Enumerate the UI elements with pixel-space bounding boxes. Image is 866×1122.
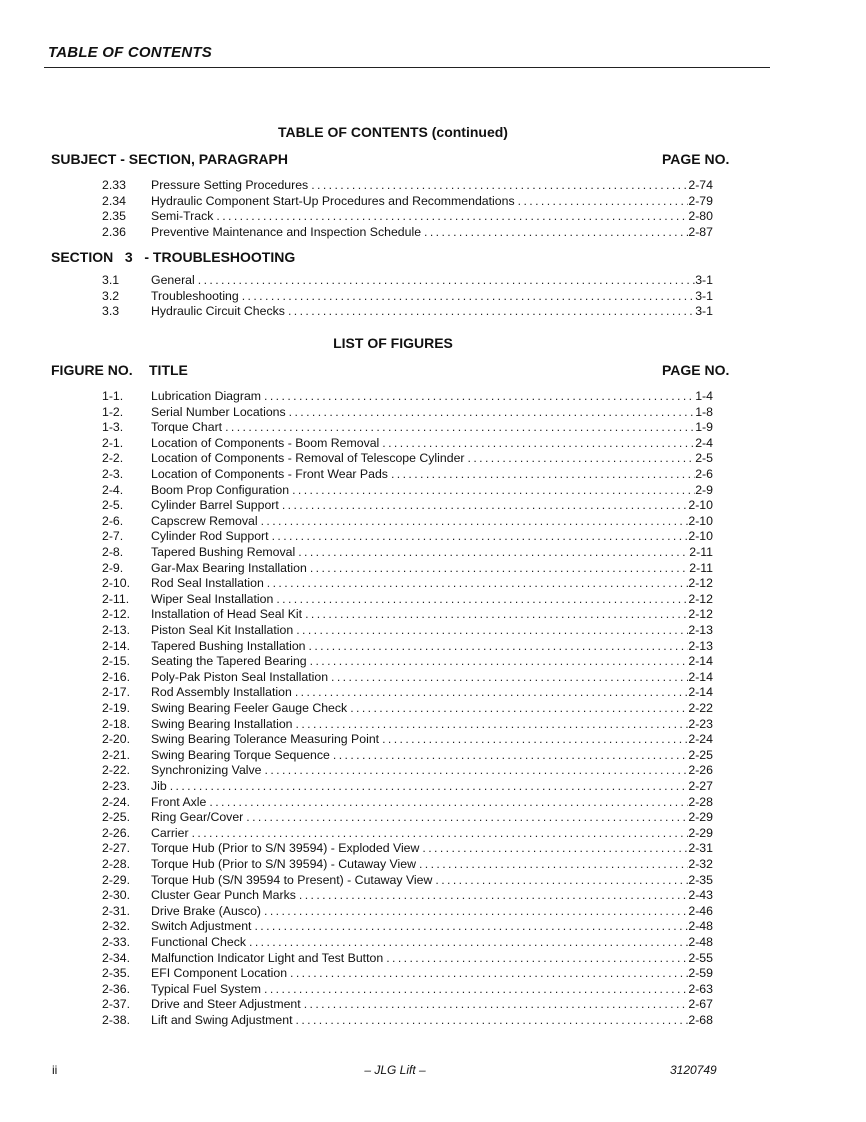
figure-entry [0, 1013, 866, 1029]
figure-entry-number: 2-33. [102, 935, 131, 949]
figure-entry-page: 2-10 [688, 529, 713, 544]
dot-leader [242, 289, 695, 303]
dot-leader [290, 966, 688, 980]
figure-entry-page: 2-63 [688, 981, 713, 996]
dot-leader [299, 888, 688, 902]
figure-entry [0, 451, 866, 467]
dot-leader [382, 732, 688, 746]
figure-entry-title: Serial Number Locations [151, 404, 286, 419]
figure-entry-number: 2-24. [102, 794, 131, 809]
figure-entry [0, 982, 866, 998]
figure-entry [0, 607, 866, 623]
toc-entry-page: 2-74 [688, 178, 713, 192]
toc-continued-heading: TABLE OF CONTENTS (continued) [278, 124, 508, 140]
figure-entry-page: 2-14 [688, 685, 713, 700]
figure-entry-title: Piston Seal Kit Installation [151, 623, 294, 637]
figure-entry-page: 1-4 [695, 389, 713, 403]
figure-entry-number: 2-38. [102, 1013, 131, 1027]
figure-entry-number: 2-3. [102, 467, 124, 481]
toc-entry-number: 2.35 [102, 209, 126, 224]
figure-entry [0, 904, 866, 920]
figure-entry-number: 2-17. [102, 685, 131, 700]
dot-leader [298, 545, 689, 559]
figure-entry-page: 2-10 [688, 513, 713, 528]
figure-entry [0, 654, 866, 670]
toc-entry [0, 304, 866, 320]
figure-entry-title: Installation of Head Seal Kit [151, 607, 303, 622]
figure-entry [0, 779, 866, 795]
figure-entry-title: Location of Components - Boom Removal [151, 435, 380, 450]
dot-leader [282, 498, 689, 512]
figure-entry-page: 2-24 [688, 732, 713, 747]
dot-leader [264, 389, 695, 403]
dot-leader [331, 670, 688, 684]
figure-entry-number: 2-25. [102, 810, 131, 825]
figure-entry [0, 951, 866, 967]
figure-entry [0, 873, 866, 889]
figure-entry [0, 623, 866, 639]
subject-column-label: SUBJECT - SECTION, PARAGRAPH [51, 151, 288, 167]
dot-leader [272, 529, 689, 543]
dot-leader [264, 904, 688, 918]
figure-entry [0, 810, 866, 826]
dot-leader [305, 607, 688, 621]
dot-leader [310, 561, 689, 575]
figure-entry-title: Tapered Bushing Removal [151, 545, 296, 559]
toc-entry-title: General [151, 273, 195, 287]
figure-entry-number: 1-3. [102, 420, 124, 435]
dot-leader [518, 194, 689, 208]
footer-document-number: 3120749 [670, 1063, 717, 1077]
figure-entry-number: 2-1. [102, 435, 124, 450]
toc-entry [0, 225, 866, 241]
toc-entry-number: 3.3 [102, 304, 120, 319]
figure-entry-page: 2-32 [688, 857, 713, 871]
toc-entry-page: 3-1 [695, 288, 713, 303]
figure-entry-title: Wiper Seal Installation [151, 591, 274, 606]
figure-entry-page: 2-9 [695, 482, 713, 497]
dot-leader [246, 810, 688, 824]
figure-entry-title: Location of Components - Removal of Telescope Cylinder [151, 451, 465, 466]
dot-leader [276, 592, 688, 606]
toc-entry-number: 2.36 [102, 224, 126, 239]
figure-entry-title: Synchronizing Valve [151, 763, 262, 778]
figure-entry [0, 670, 866, 686]
figure-entry [0, 498, 866, 514]
toc-entry-page: 2-80 [688, 209, 713, 224]
figure-entry-number: 2-15. [102, 654, 131, 669]
section-3-title: SECTION 3 - TROUBLESHOOTING [51, 249, 296, 265]
figure-entry [0, 717, 866, 733]
figure-entry-number: 2-6. [102, 513, 124, 528]
figure-entry-title: Seating the Tapered Bearing [151, 654, 307, 669]
figure-entry-title: Drive Brake (Ausco) [151, 903, 262, 918]
figure-entry-number: 2-28. [102, 857, 131, 871]
figure-entry [0, 966, 866, 982]
figure-entry-number: 2-11. [102, 591, 130, 606]
figure-entry-number: 2-30. [102, 888, 131, 903]
toc-entry [0, 209, 866, 225]
figure-entry-page: 2-48 [688, 919, 713, 934]
figure-entry-page: 2-11 [689, 545, 713, 559]
figure-entry [0, 935, 866, 951]
figure-entry-title: Cylinder Rod Support [151, 529, 269, 544]
dot-leader [311, 178, 688, 192]
dot-leader [424, 225, 688, 239]
figure-entry-page: 2-14 [688, 669, 713, 684]
figure-entry [0, 467, 866, 483]
figure-entry [0, 514, 866, 530]
figure-entry [0, 483, 866, 499]
dot-leader [249, 935, 688, 949]
figure-entry-number: 2-5. [102, 498, 124, 513]
dot-leader [468, 451, 696, 465]
figure-entry-page: 2-12 [688, 591, 713, 606]
figure-entry-number: 2-35. [102, 966, 131, 981]
figure-entry-number: 2-4. [102, 482, 124, 497]
dot-leader [209, 795, 688, 809]
figure-entry-page: 2-43 [688, 888, 713, 903]
figure-entry-number: 2-31. [102, 903, 131, 918]
dot-leader [192, 826, 689, 840]
figure-title-column-label: TITLE [149, 362, 188, 378]
figure-entry-number: 2-27. [102, 841, 131, 856]
figure-entry-number: 2-14. [102, 638, 131, 653]
figure-entry-title: Capscrew Removal [151, 513, 258, 528]
figure-entry [0, 545, 866, 561]
figure-entry [0, 919, 866, 935]
toc-entry-title: Hydraulic Component Start-Up Procedures and Recommendations [151, 193, 515, 208]
dot-leader [267, 576, 689, 590]
figure-entry [0, 561, 866, 577]
toc-entry-page: 2-79 [688, 193, 713, 208]
figure-entry-number: 2-13. [102, 623, 131, 637]
figure-entry-number: 2-2. [102, 451, 124, 466]
toc-entry-title: Pressure Setting Procedures [151, 178, 309, 192]
figure-entry-title: Torque Hub (S/N 39594 to Present) - Cutaway View [151, 872, 433, 887]
figure-entry-number: 1-1. [102, 389, 124, 403]
figure-entry-page: 2-29 [688, 810, 713, 825]
figure-entry-title: Swing Bearing Feeler Gauge Check [151, 701, 348, 715]
figure-entry-page: 2-26 [688, 763, 713, 778]
figure-entry-title: Cluster Gear Punch Marks [151, 888, 296, 903]
figure-entry-number: 2-34. [102, 950, 131, 965]
figure-entry-page: 2-35 [688, 872, 713, 887]
figure-entry-title: Front Axle [151, 794, 207, 809]
figure-entry-page: 2-6 [695, 467, 713, 481]
figure-entry [0, 436, 866, 452]
list-of-figures-heading: LIST OF FIGURES [333, 335, 453, 351]
figure-entry-title: Torque Hub (Prior to S/N 39594) - Exploded View [151, 841, 420, 856]
figure-entry-number: 2-8. [102, 545, 124, 559]
figure-entry [0, 857, 866, 873]
figure-entry-number: 2-26. [102, 825, 131, 840]
figure-entry-title: Rod Seal Installation [151, 576, 264, 591]
figure-entry-number: 1-2. [102, 404, 124, 419]
figure-entry-title: Cylinder Barrel Support [151, 498, 279, 513]
dot-leader [333, 748, 688, 762]
dot-leader [386, 951, 688, 965]
figure-entry-page: 2-22 [688, 701, 713, 715]
figure-entry [0, 748, 866, 764]
figure-entry [0, 841, 866, 857]
figure-entry [0, 826, 866, 842]
figure-entry [0, 389, 866, 405]
dot-leader [309, 639, 689, 653]
figure-entry-number: 2-29. [102, 872, 131, 887]
figure-entry-number: 2-18. [102, 716, 131, 731]
dot-leader [296, 1013, 689, 1027]
figure-entry-page: 2-12 [688, 576, 713, 591]
toc-entry [0, 273, 866, 289]
figure-entry-title: Functional Check [151, 935, 247, 949]
header-rule [44, 67, 770, 68]
toc-entry-title: Preventive Maintenance and Inspection Schedule [151, 224, 422, 239]
toc-entry-title: Hydraulic Circuit Checks [151, 304, 285, 319]
figure-entry-title: Jib [151, 779, 167, 793]
dot-leader [261, 514, 689, 528]
toc-entry [0, 178, 866, 194]
figure-entry [0, 529, 866, 545]
dot-leader [292, 483, 695, 497]
figure-entry-title: Malfunction Indicator Light and Test Button [151, 950, 384, 965]
figure-entry-page: 2-23 [688, 716, 713, 731]
toc-entry-number: 3.2 [102, 288, 120, 303]
figure-entry-page: 2-10 [688, 498, 713, 513]
toc-entry-number: 2.34 [102, 193, 126, 208]
dot-leader [225, 420, 695, 434]
figure-entry [0, 685, 866, 701]
toc-entry-number: 3.1 [102, 273, 120, 287]
figure-entry-page: 2-46 [688, 903, 713, 918]
toc-entry-title: Semi-Track [151, 209, 214, 224]
figure-entry-number: 2-23. [102, 779, 131, 793]
figure-entry-page: 2-67 [688, 997, 713, 1012]
figure-entry-page: 2-4 [695, 435, 713, 450]
figure-entry [0, 888, 866, 904]
toc-entry-title: Troubleshooting [151, 288, 239, 303]
dot-leader [198, 273, 695, 287]
figure-entry-page: 2-59 [688, 966, 713, 981]
figure-entry-page: 1-8 [695, 404, 713, 419]
footer-page-number: ii [52, 1063, 58, 1077]
figure-no-column-label: FIGURE NO. [51, 362, 133, 378]
figure-entry-number: 2-10. [102, 576, 131, 591]
figure-entry-title: Swing Bearing Installation [151, 716, 293, 731]
figure-entry-title: Torque Chart [151, 420, 223, 435]
figure-entry-page: 2-28 [688, 794, 713, 809]
dot-leader [296, 717, 689, 731]
figure-entry-page: 2-68 [688, 1013, 713, 1027]
figure-entry-title: Ring Gear/Cover [151, 810, 244, 825]
dot-leader [304, 997, 689, 1011]
dot-leader [310, 654, 689, 668]
figure-entry-title: Drive and Steer Adjustment [151, 997, 301, 1012]
figure-entry-title: Carrier [151, 825, 189, 840]
toc-entry-number: 2.33 [102, 178, 126, 192]
dot-leader [382, 436, 695, 450]
figure-entry-page: 2-55 [688, 950, 713, 965]
figure-entry-number: 2-21. [102, 747, 131, 762]
figure-entry [0, 795, 866, 811]
figure-entry-title: Boom Prop Configuration [151, 482, 290, 497]
toc-page-column-label: PAGE NO. [662, 151, 730, 167]
figure-entry [0, 576, 866, 592]
figure-entry-page: 1-9 [695, 420, 713, 435]
figure-entry-page: 2-12 [688, 607, 713, 622]
toc-entry-page: 3-1 [695, 273, 713, 287]
toc-entry [0, 194, 866, 210]
figure-entry-number: 2-32. [102, 919, 131, 934]
figure-entry-title: Rod Assembly Installation [151, 685, 292, 700]
figure-entry-page: 2-13 [688, 638, 713, 653]
footer-publisher: – JLG Lift – [364, 1063, 426, 1077]
dot-leader [216, 209, 688, 223]
figure-entry-page: 2-29 [688, 825, 713, 840]
dot-leader [289, 405, 696, 419]
figure-entry-page: 2-13 [688, 623, 713, 637]
figure-entry [0, 639, 866, 655]
figure-entry-title: Torque Hub (Prior to S/N 39594) - Cutaway View [151, 857, 416, 871]
figure-entry [0, 732, 866, 748]
figure-entry-page: 2-14 [688, 654, 713, 669]
dot-leader [254, 919, 688, 933]
figure-entry-title: EFI Component Location [151, 966, 288, 981]
dot-leader [264, 982, 688, 996]
toc-entry-page: 2-87 [688, 224, 713, 239]
figure-entry-title: Location of Components - Front Wear Pads [151, 467, 388, 481]
dot-leader [265, 763, 689, 777]
figure-entry-title: Gar-Max Bearing Installation [151, 560, 307, 575]
figure-entry-number: 2-9. [102, 560, 124, 575]
figure-entry-page: 2-11 [689, 560, 713, 575]
toc-entry [0, 289, 866, 305]
figure-entry-title: Swing Bearing Torque Sequence [151, 747, 330, 762]
figure-entry-number: 2-16. [102, 669, 131, 684]
dot-leader [435, 873, 688, 887]
figure-entry [0, 701, 866, 717]
dot-leader [295, 685, 689, 699]
figure-entry [0, 997, 866, 1013]
figure-entry-title: Tapered Bushing Installation [151, 638, 306, 653]
figure-entry-number: 2-12. [102, 607, 131, 622]
dot-leader [422, 841, 688, 855]
figure-entry-title: Poly-Pak Piston Seal Installation [151, 669, 329, 684]
figure-entry [0, 763, 866, 779]
figure-entry-page: 2-27 [688, 779, 713, 793]
toc-entry-page: 3-1 [695, 304, 713, 319]
figure-entry-title: Swing Bearing Tolerance Measuring Point [151, 732, 380, 747]
figure-entry-page: 2-48 [688, 935, 713, 949]
dot-leader [296, 623, 688, 637]
figure-entry-number: 2-19. [102, 701, 131, 715]
figure-entry-page: 2-25 [688, 747, 713, 762]
figure-entry-title: Lift and Swing Adjustment [151, 1013, 293, 1027]
figure-entry [0, 592, 866, 608]
figure-entry-number: 2-36. [102, 981, 131, 996]
figure-entry-page: 2-5 [695, 451, 713, 466]
figure-entry-title: Typical Fuel System [151, 981, 262, 996]
running-header-title: TABLE OF CONTENTS [48, 44, 212, 61]
dot-leader [170, 779, 689, 793]
figure-entry [0, 405, 866, 421]
dot-leader [419, 857, 688, 871]
dot-leader [288, 304, 695, 318]
dot-leader [350, 701, 688, 715]
figure-entry-number: 2-37. [102, 997, 131, 1012]
figure-page-column-label: PAGE NO. [662, 362, 730, 378]
figure-entry-title: Switch Adjustment [151, 919, 252, 934]
dot-leader [391, 467, 695, 481]
figure-entry-page: 2-31 [688, 841, 713, 856]
figure-entry-number: 2-22. [102, 763, 131, 778]
figure-entry-title: Lubrication Diagram [151, 389, 262, 403]
figure-entry [0, 420, 866, 436]
figure-entry-number: 2-20. [102, 732, 131, 747]
figure-entry-number: 2-7. [102, 529, 124, 544]
